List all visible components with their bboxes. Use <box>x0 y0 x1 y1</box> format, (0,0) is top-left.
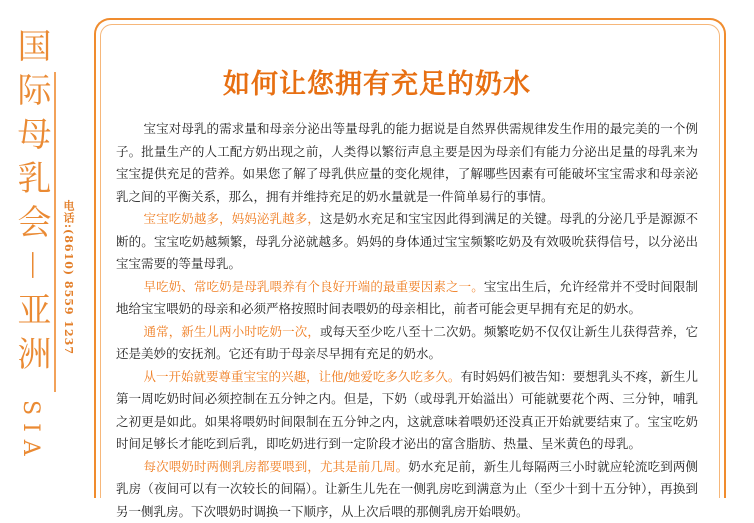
paragraph-text: 这是奶水充足和宝宝因此得到满足的关键。母乳的分泌几乎是源源不断的。宝宝吃奶越频繁，母乳分泌就越多。妈妈的身体通过宝宝频繁吃奶及有效吸吮获得信号，以分泌出宝宝需要的等量母乳。 <box>116 211 698 271</box>
paragraph-text: 宝宝出生后，允许经常并不受时间限制地给宝宝喂奶的母亲和必须严格按照时间表喂奶的母亲相比，前者可能会更早拥有充足的奶水。 <box>116 279 698 317</box>
paragraph-3 <box>116 276 698 321</box>
paragraph-6 <box>116 456 698 523</box>
paragraph-highlight: 通常，新生儿两小时吃奶一次， <box>144 324 320 339</box>
paragraph-text: 有时妈妈们被告知：要想乳头不疼，新生儿第一周吃奶时间必须控制在五分钟之内。但是，下奶（或母乳开始溢出）可能就要花个两、三分钟，哺乳之初更是如此。如果将喂奶时间限制在五分钟之内，这就意味着喂奶还没真正开始就要结束了。宝宝吃奶时间足够长才能吃到后乳，即吃奶进行到一定阶段才泌出的富含脂肪、热量、呈米黄色的母乳。 <box>116 369 698 452</box>
phone-number: 电话:(8610) 8559 1237 <box>60 200 76 355</box>
paragraph-2 <box>116 208 698 276</box>
article-title: 如何让您拥有充足的奶水 <box>0 62 754 101</box>
paragraph-text: 或每天至少吃八至十二次奶。频繁吃奶不仅仅让新生儿获得营养，它还是美妙的安抚剂。它还有助于母亲尽早拥有充足的奶水。 <box>116 324 698 362</box>
article-body <box>116 118 698 523</box>
paragraph-5 <box>116 366 698 456</box>
paragraph-1 <box>116 118 698 208</box>
paragraph-highlight: 从一开始就要尊重宝宝的兴趣，让他/她爱吃多久吃多久。 <box>144 369 461 384</box>
organization-name: 国际母乳会－亚洲 <box>14 28 48 380</box>
paragraph-highlight: 早吃奶、常吃奶是母乳喂养有个良好开端的最重要因素之一。 <box>144 279 484 294</box>
paragraph-highlight: 宝宝吃奶越多，妈妈泌乳越多， <box>144 211 320 226</box>
side-divider <box>54 72 56 392</box>
paragraph-text: 奶水充足前，新生儿每隔两三小时就应轮流吃到两侧乳房（夜间可以有一次较长的间隔）。让新生儿先在一侧乳房吃到满意为止（至少十到十五分钟），再换到另一侧乳房。下次喂奶时调换一下顺序，从上次后喂的那侧乳房开始喂奶。 <box>116 459 698 519</box>
paragraph-text: 宝宝对母乳的需求量和母亲分泌出等量母乳的能力据说是自然界供需规律发生作用的最完美的一个例子。批量生产的人工配方奶出现之前，人类得以繁衍声息主要是因为母亲们有能力分泌出足量的母乳来为宝宝提供充足的营养。如果您了解了母乳供应量的变化规律，了解哪些因素有可能破坏宝宝需求和母亲泌乳之间的平衡关系，那么，拥有并维持充足的奶水量就是一件简单易行的事情。 <box>116 121 698 204</box>
side-asia-label: SIA <box>18 400 43 464</box>
paragraph-highlight: 每次喂奶时两侧乳房都要喂到，尤其是前几周。 <box>144 459 409 474</box>
paragraph-4 <box>116 321 698 366</box>
